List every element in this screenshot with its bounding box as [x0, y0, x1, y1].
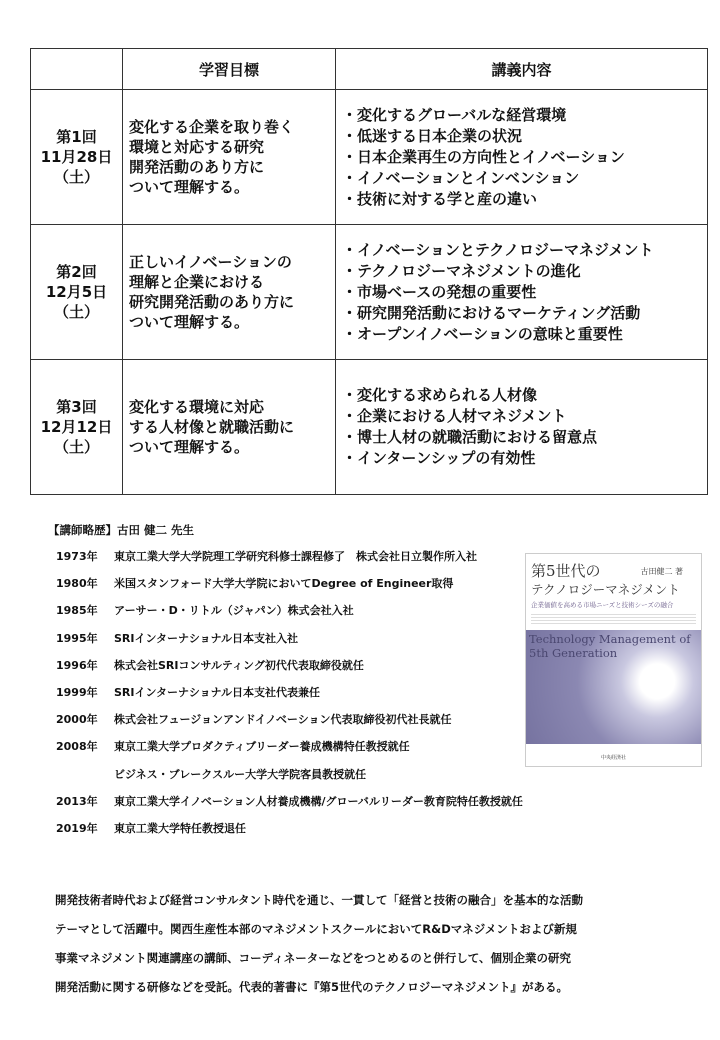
content-item: ・低迷する日本企業の状況 — [342, 126, 523, 145]
description-line: 事業マネジメント関連講座の講師、コーディネーターなどをつとめるのと併行して、個別企業の研究 — [55, 951, 571, 965]
session-day: （土） — [53, 168, 99, 186]
bio-text: SRIインターナショナル日本支社入社 — [114, 631, 299, 645]
book-title-line2: テクノロジーマネジメント — [531, 582, 680, 597]
bio-year: 2000年 — [56, 713, 98, 727]
bio-text: 東京工業大学大学院理工学研究科修士課程修了 株式会社日立製作所入社 — [114, 550, 477, 563]
description-line: 開発活動に関する研修などを受託。代表的著書に『第5世代のテクノロジーマネジメント』がある。 — [55, 980, 568, 994]
bio-entry — [56, 630, 523, 657]
bio-year: 2013年 — [56, 794, 98, 808]
book-author: 古田健二 著 — [640, 567, 683, 576]
bio-text: アーサー・D・リトル（ジャパン）株式会社入社 — [114, 604, 354, 618]
bio-year: 1996年 — [56, 658, 98, 672]
content-item: ・日本企業再生の方向性とイノベーション — [342, 147, 625, 166]
session-session: 第2回 — [56, 263, 97, 281]
content-item: ・研究開発活動におけるマーケティング活動 — [342, 303, 641, 322]
book-english-line2: 5th Generation — [529, 646, 618, 660]
bio-year: 1973年 — [56, 550, 98, 563]
goal-line: 正しいイノベーションの — [129, 253, 292, 271]
bio-text: 東京工業大学特任教授退任 — [114, 821, 246, 835]
content-item: ・市場ベースの発想の重要性 — [342, 282, 537, 301]
session-date: 12月5日 — [45, 283, 108, 301]
content-item: ・オープンイノベーションの意味と重要性 — [342, 324, 623, 343]
contents-cell — [336, 90, 708, 225]
contents-cell — [336, 360, 708, 495]
header-session — [31, 49, 123, 90]
content-item: ・技術に対する学と産の違い — [342, 189, 538, 208]
bio-entry — [56, 684, 523, 711]
bio-text: 米国スタンフォード大学大学院においてDegree of Engineer取得 — [114, 577, 454, 591]
session-day: （土） — [53, 438, 99, 456]
header-goal: 学習目標 — [123, 49, 336, 90]
description-line: 開発技術者時代および経営コンサルタント時代を通じ、一貫して「経営と技術の融合」を基本的な活動 — [55, 893, 583, 907]
goal-line: 理解と企業における — [129, 273, 265, 291]
bio-text: 株式会社フュージョンアンドイノベーション代表取締役初代社長就任 — [114, 713, 452, 727]
bio-entry — [56, 602, 523, 629]
content-item: ・変化するグローバルな経営環境 — [342, 105, 567, 124]
goal-line: ついて理解する。 — [129, 313, 250, 331]
goal-line: 変化する企業を取り巻く — [129, 118, 295, 136]
session-date: 11月28日 — [40, 148, 113, 166]
bio-entry — [56, 793, 523, 820]
bio-entry — [56, 575, 523, 602]
book-fine-print — [531, 612, 696, 626]
header-contents: 講義内容 — [336, 49, 708, 90]
goal-cell — [123, 360, 336, 495]
bio-year: 1980年 — [56, 577, 98, 591]
content-item: ・イノベーションとテクノロジーマネジメント — [342, 240, 654, 259]
content-item: ・イノベーションとインベンション — [342, 168, 580, 187]
goal-line: ついて理解する。 — [129, 178, 250, 196]
goal-line: する人材像と就職活動に — [129, 418, 295, 436]
bio-text: 株式会社SRIコンサルティング初代代表取締役就任 — [114, 658, 364, 672]
book-publisher: 中央経済社 — [600, 755, 626, 761]
bio-text: 東京工業大学プロダクティブリーダー養成機構特任教授就任 — [114, 740, 410, 754]
book-title-line1: 第5世代の — [531, 562, 601, 580]
table-row — [31, 90, 708, 225]
bio-year: 2008年 — [56, 740, 98, 754]
content-item: ・インターンシップの有効性 — [342, 449, 536, 467]
bio-year: 2019年 — [56, 821, 98, 835]
schedule-table — [30, 48, 708, 495]
contents-cell — [336, 225, 708, 360]
content-item: ・企業における人材マネジメント — [342, 407, 567, 425]
bio-year: 1999年 — [56, 685, 98, 699]
goal-line: ついて理解する。 — [129, 438, 250, 456]
bio-text: 東京工業大学イノベーション人材養成機構/グローバルリーダー教育院特任教授就任 — [114, 794, 523, 808]
bio-entry — [56, 548, 523, 575]
bio-text: ビジネス・ブレークスルー大学大学院客員教授就任 — [114, 767, 367, 781]
goal-cell — [123, 90, 336, 225]
goal-line: 開発活動のあり方に — [129, 158, 265, 176]
goal-line: 変化する環境に対応 — [129, 398, 265, 416]
book-cover-image — [525, 553, 702, 767]
session-date: 12月12日 — [40, 418, 113, 436]
instructor-description — [55, 886, 695, 1002]
bio-entry — [56, 711, 523, 738]
session-day: （土） — [53, 303, 99, 321]
session-session: 第3回 — [56, 398, 97, 416]
description-line: テーマとして活躍中。関西生産性本部のマネジメントスクールにおいてR&Dマネジメントおよび新規 — [55, 922, 577, 936]
bio-entry — [56, 657, 523, 684]
instructor-bio-title: 【講師略歴】古田 健二 先生 — [48, 523, 195, 537]
table-row — [31, 360, 708, 495]
book-english-line1: Technology Management of — [529, 632, 691, 646]
goal-line: 研究開発活動のあり方に — [129, 293, 295, 311]
session-cell — [31, 90, 123, 225]
goal-line: 環境と対応する研究 — [129, 138, 265, 156]
bio-text: SRIインターナショナル日本支社代表兼任 — [114, 685, 321, 699]
book-subtitle: 企業価値を高める市場ニーズと技術シーズの融合 — [531, 601, 674, 609]
content-item: ・変化する求められる人材像 — [342, 386, 538, 404]
content-item: ・博士人材の就職活動における留意点 — [342, 428, 598, 446]
goal-cell — [123, 225, 336, 360]
session-cell — [31, 225, 123, 360]
content-item: ・テクノロジーマネジメントの進化 — [342, 261, 581, 280]
bio-year: 1995年 — [56, 631, 98, 645]
bio-entry — [56, 738, 523, 765]
book-english-title — [529, 632, 691, 660]
bio-entry — [56, 820, 523, 847]
session-cell — [31, 360, 123, 495]
session-session: 第1回 — [56, 128, 97, 146]
instructor-bio-list — [56, 548, 523, 847]
bio-year — [56, 766, 114, 793]
table-row — [31, 225, 708, 360]
bio-entry — [56, 766, 523, 793]
bio-year: 1985年 — [56, 604, 98, 618]
table-header-row — [31, 49, 708, 90]
